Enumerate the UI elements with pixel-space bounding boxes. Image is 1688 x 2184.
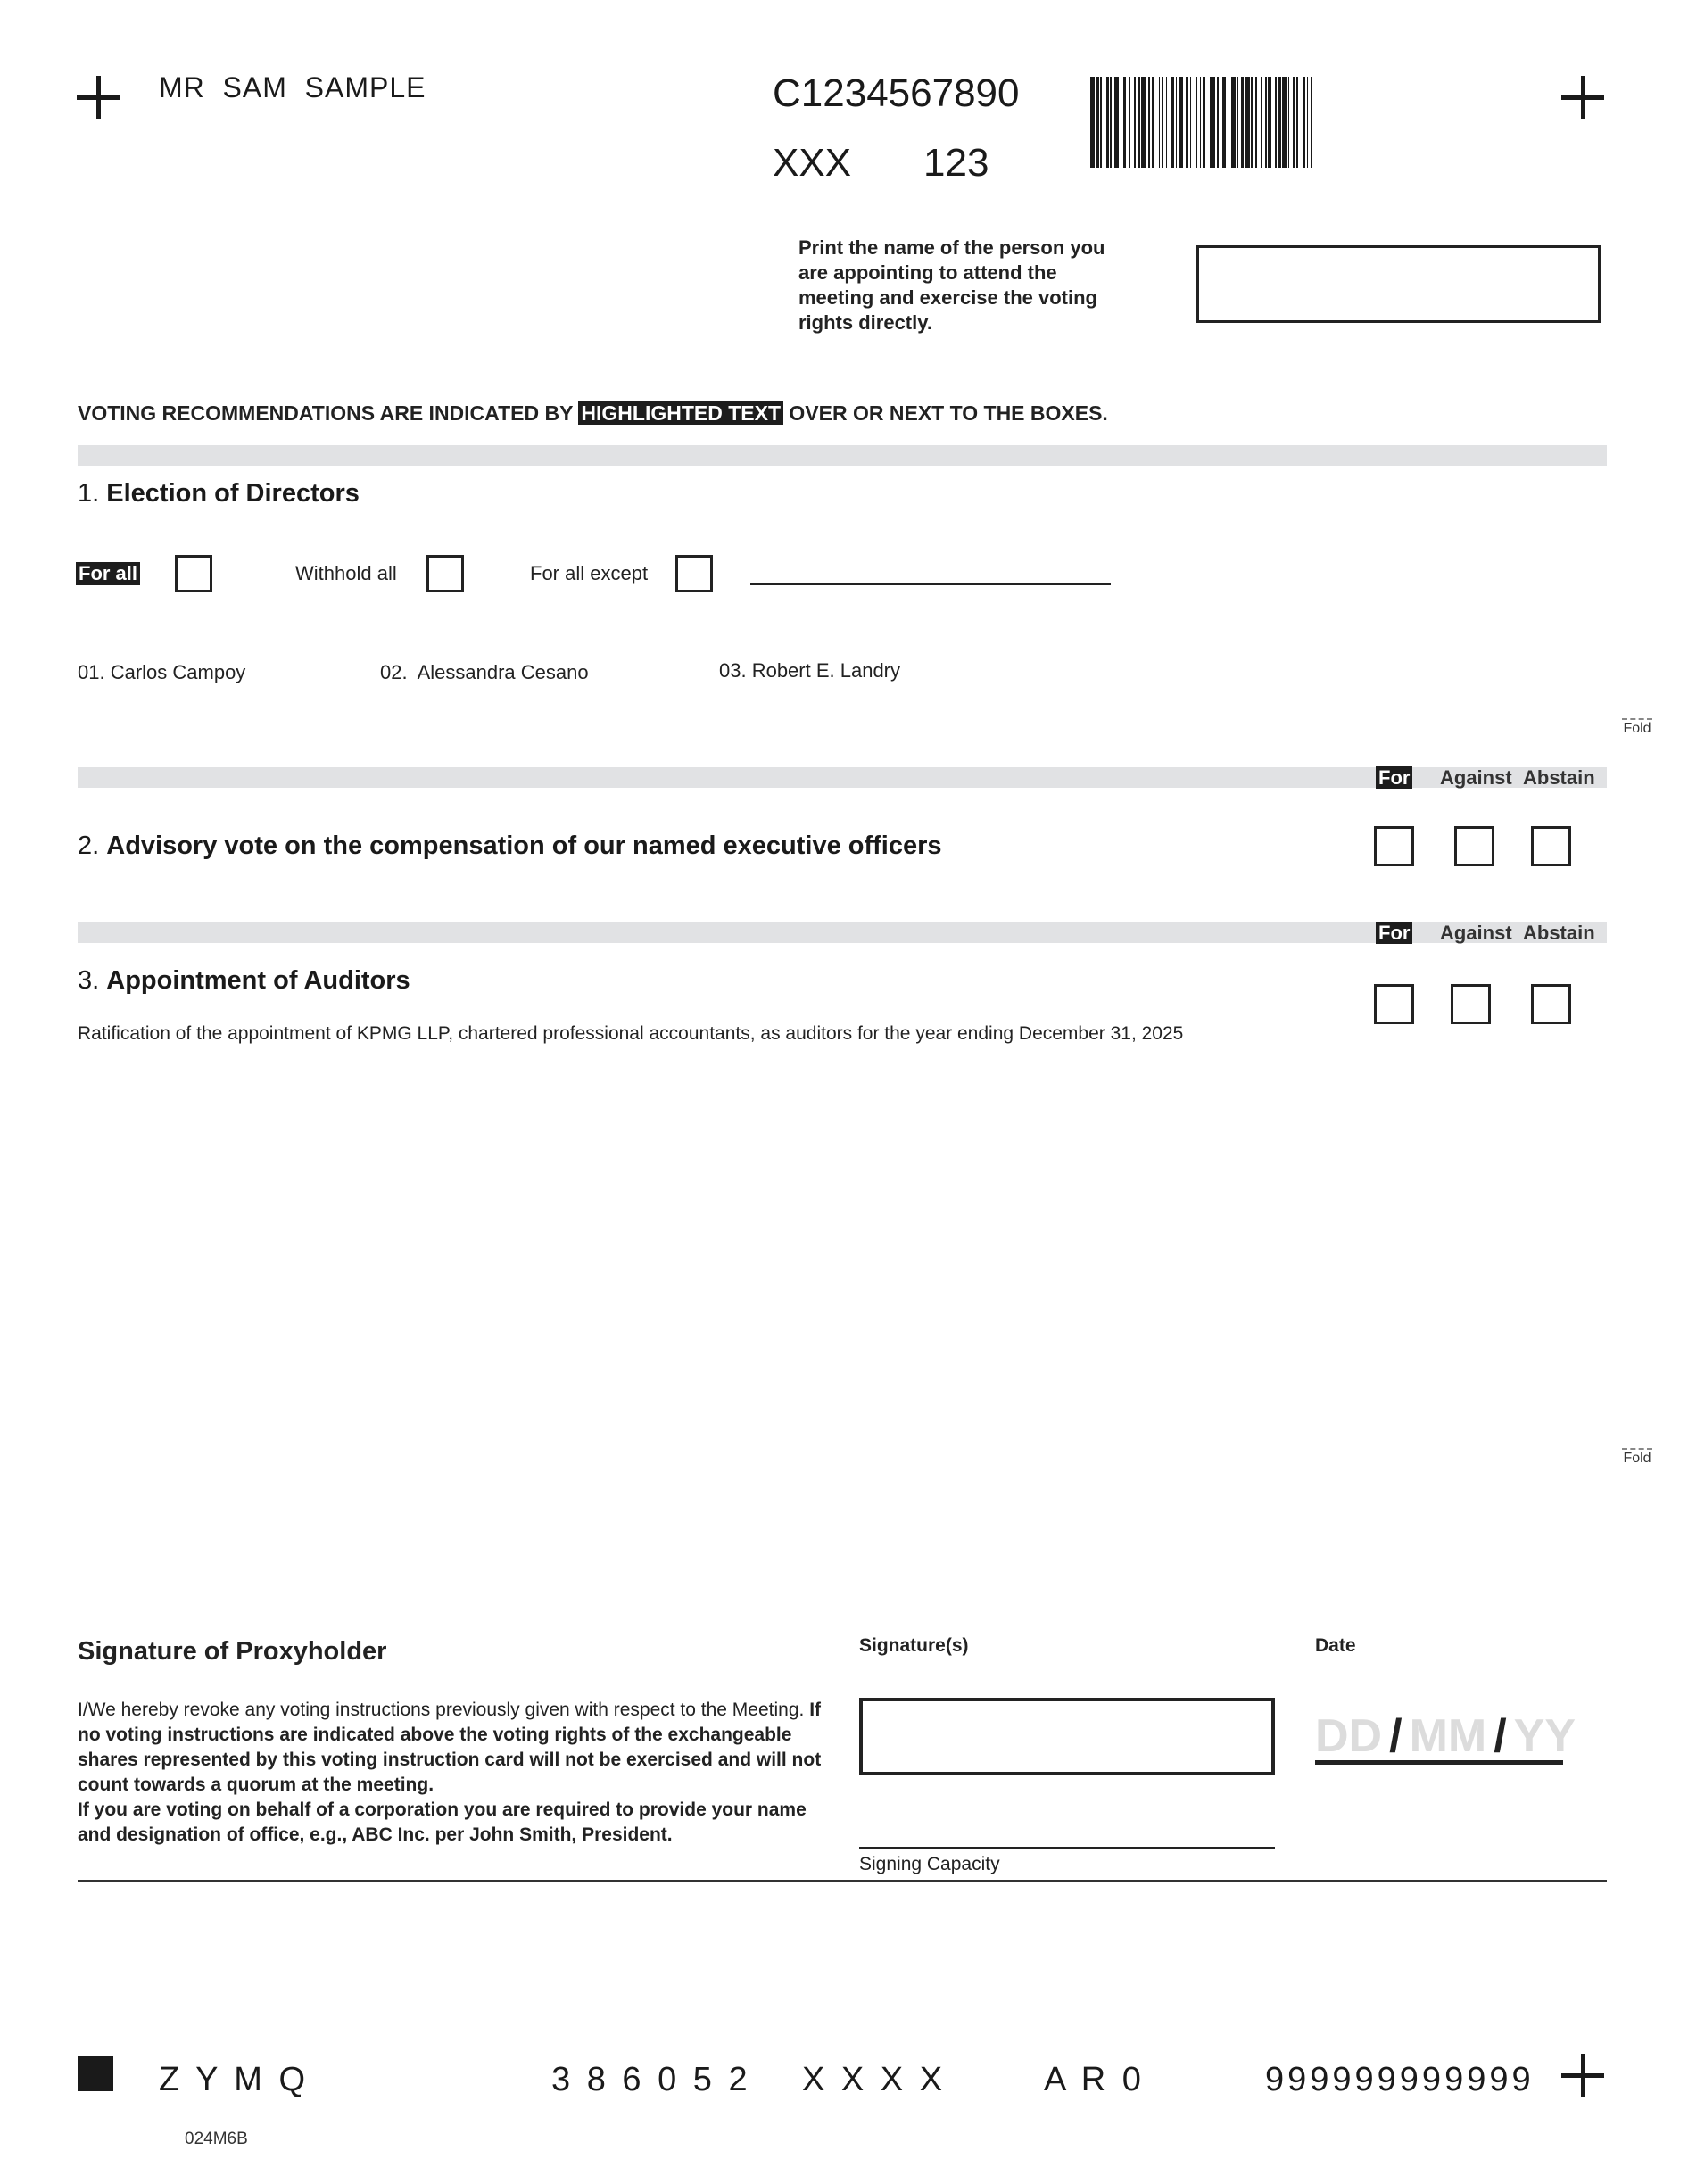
item2-title: Advisory vote on the compensation of our named executive officers <box>106 831 942 860</box>
footer-code-3: X X X X <box>802 2061 947 2098</box>
item3-description: Ratification of the appointment of KPMG LLP, chartered professional accountants, as auditors for the year ending December 31, 2025 <box>78 1023 1184 1044</box>
item3-abstain-header: Abstain <box>1523 922 1595 944</box>
item2-abstain-header: Abstain <box>1523 766 1595 789</box>
item3-for-checkbox[interactable] <box>1374 984 1414 1024</box>
registration-mark-bottom-right <box>1561 2054 1604 2097</box>
for-all-except-label: For all except <box>530 562 649 584</box>
code-right: 123 <box>923 141 989 185</box>
for-all-except-checkbox[interactable] <box>675 555 713 592</box>
code-left: XXX <box>773 141 852 185</box>
nominee-3: 03. Robert E. Landry <box>719 659 901 682</box>
legal-text-no-instructions: If no voting instructions are indicated above the voting rights of the exchangeable shares represented by this voting instruction card will not be exercised and will not count towards a quorum at the meeting. <box>78 1700 822 1795</box>
signing-capacity-line[interactable] <box>859 1847 1275 1849</box>
item2-against-checkbox[interactable] <box>1454 826 1494 866</box>
withhold-all-checkbox[interactable] <box>426 555 464 592</box>
barcode-bar <box>1312 77 1317 168</box>
control-number: C1234567890 <box>773 71 1020 115</box>
item2-number: 2. <box>78 831 100 860</box>
withhold-all-label: Withhold all <box>295 562 397 584</box>
item3-abstain-checkbox[interactable] <box>1531 984 1571 1024</box>
date-dd-placeholder: DD <box>1315 1710 1383 1762</box>
fold-mark-lower: Fold <box>1622 1448 1652 1467</box>
footer-code-5: 999999999999 <box>1265 2061 1535 2098</box>
for-all-label: For all <box>76 562 140 585</box>
signature-input[interactable] <box>859 1698 1275 1775</box>
item1-heading <box>78 479 360 509</box>
appointee-name-input[interactable] <box>1196 245 1601 323</box>
date-input[interactable] <box>1315 1710 1576 1765</box>
appointee-instruction: Print the name of the person you are appointing to attend the meeting and exercise the voting rights directly. <box>798 236 1105 334</box>
signatures-label: Signature(s) <box>859 1635 969 1656</box>
legal-text-revoke: I/We hereby revoke any voting instructions previously given with respect to the Meeting. <box>78 1700 805 1720</box>
signature-legal-text <box>78 1698 827 1848</box>
nominee-2: 02. Alessandra Cesano <box>380 661 589 683</box>
notice-text-after: OVER OR NEXT TO THE BOXES. <box>789 401 1108 425</box>
notice-highlight: HIGHLIGHTED TEXT <box>578 401 783 425</box>
item3-heading <box>78 966 410 996</box>
fold-mark-upper: Fold <box>1622 718 1652 737</box>
item2-for-checkbox[interactable] <box>1374 826 1414 866</box>
item1-number: 1. <box>78 479 100 508</box>
item3-against-header: Against <box>1440 922 1512 944</box>
registration-mark-top-left <box>77 76 120 119</box>
item3-title: Appointment of Auditors <box>106 966 410 995</box>
item2-against-header: Against <box>1440 766 1512 789</box>
barcode <box>1090 77 1317 168</box>
date-separator: / <box>1494 1710 1507 1762</box>
form-id: 024M6B <box>185 2130 248 2148</box>
holder-name: MR SAM SAMPLE <box>159 71 426 103</box>
signature-divider <box>78 1880 1607 1882</box>
notice-text-before: VOTING RECOMMENDATIONS ARE INDICATED BY <box>78 401 573 425</box>
date-label: Date <box>1315 1635 1356 1656</box>
item1-band <box>78 445 1607 466</box>
footer-code-4: A R 0 <box>1044 2061 1145 2098</box>
signature-section-title: Signature of Proxyholder <box>78 1637 387 1666</box>
item3-for-header: For <box>1376 922 1412 944</box>
registration-mark-top-right <box>1561 76 1604 119</box>
voting-recommendation-notice <box>78 401 1108 426</box>
signing-capacity-label: Signing Capacity <box>859 1854 1000 1874</box>
nominee-1: 01. Carlos Campoy <box>78 661 246 683</box>
date-separator: / <box>1389 1710 1403 1762</box>
except-nominee-line[interactable] <box>750 583 1111 585</box>
legal-text-corporation: If you are voting on behalf of a corporation you are required to provide your name and designation of office, e.g., ABC Inc. per John Smith, President. <box>78 1799 807 1845</box>
item3-number: 3. <box>78 966 100 995</box>
footer-square-mark <box>78 2056 113 2091</box>
date-yy-placeholder: YY <box>1513 1710 1576 1762</box>
item2-for-header: For <box>1376 766 1412 789</box>
item1-title: Election of Directors <box>106 479 360 508</box>
item3-against-checkbox[interactable] <box>1451 984 1491 1024</box>
item2-heading <box>78 831 942 861</box>
item2-abstain-checkbox[interactable] <box>1531 826 1571 866</box>
for-all-checkbox[interactable] <box>175 555 212 592</box>
date-mm-placeholder: MM <box>1409 1710 1487 1762</box>
footer-code-1: Z Y M Q <box>159 2061 310 2098</box>
footer-code-2: 3 8 6 0 5 2 <box>551 2061 751 2098</box>
